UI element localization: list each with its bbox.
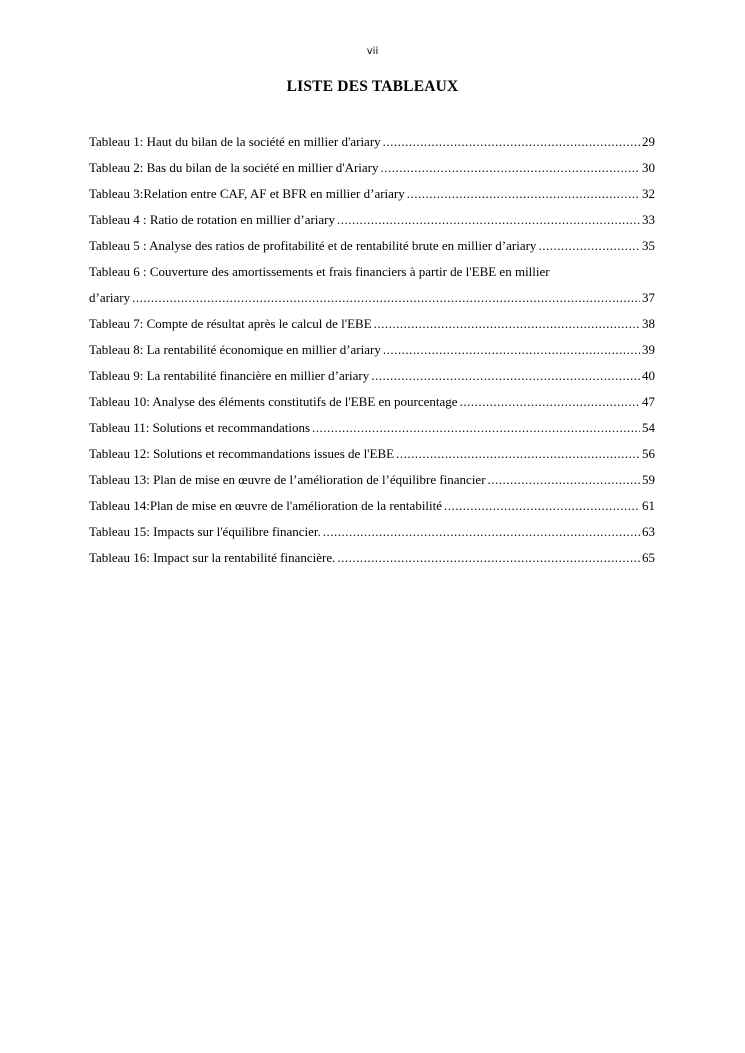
toc-entry[interactable]: [89, 410, 655, 436]
toc-entry-text: Tableau 8: La rentabilité économique en millier d’ariary: [89, 342, 381, 357]
toc-entry-page-number: 56: [642, 446, 655, 461]
toc-entry[interactable]: [89, 462, 655, 488]
toc-entry-text: Tableau 15: Impacts sur l'équilibre financier.: [89, 524, 321, 539]
page-title: LISTE DES TABLEAUX: [286, 78, 459, 95]
toc-entry-text: Tableau 11: Solutions et recommandations: [89, 420, 311, 435]
toc-entry-page-number: 29: [642, 134, 655, 149]
toc-entry-text: Tableau 13: Plan de mise en œuvre de l’amélioration de l’équilibre financier: [89, 472, 486, 487]
toc-entry[interactable]: [89, 436, 655, 462]
toc-entry-text: Tableau 10: Analyse des éléments constitutifs de l'EBE en pourcentage: [89, 394, 458, 409]
toc-entry-text: Tableau 1: Haut du bilan de la société en millier d'ariary: [89, 134, 381, 149]
toc-entry[interactable]: [89, 228, 655, 254]
dot-leader: [337, 550, 640, 566]
toc-entry[interactable]: [89, 332, 655, 358]
toc-entry-wrapped-line: [89, 254, 655, 280]
toc-entry-text: d’ariary: [89, 290, 131, 305]
dot-leader: [381, 160, 640, 176]
toc-entry-text: Tableau 2: Bas du bilan de la société en millier d'Ariary: [89, 160, 379, 175]
toc-entry-text: Tableau 5 : Analyse des ratios de profitabilité et de rentabilité brute en millier d’ariary: [89, 238, 537, 253]
dot-leader: [323, 524, 640, 540]
toc-entry-text: Tableau 12: Solutions et recommandations issues de l'EBE: [89, 446, 395, 461]
toc-entry-text: Tableau 9: La rentabilité financière en millier d’ariary: [89, 368, 370, 383]
toc-entry[interactable]: [89, 176, 655, 202]
toc-entry-page-number: 30: [642, 160, 655, 175]
toc-entry-page-number: 63: [642, 524, 655, 539]
dot-leader: [337, 212, 640, 228]
dot-leader: [444, 498, 640, 514]
dot-leader: [371, 368, 640, 384]
toc-entry[interactable]: [89, 540, 655, 566]
toc-entry[interactable]: [89, 150, 655, 176]
toc-entry[interactable]: [89, 124, 655, 150]
toc-entry-page-number: 65: [642, 550, 655, 565]
toc-entry[interactable]: [89, 488, 655, 514]
dot-leader: [383, 342, 640, 358]
table-list: [89, 124, 655, 566]
page-number: vii: [366, 46, 379, 57]
toc-entry[interactable]: [89, 280, 655, 306]
toc-entry[interactable]: [89, 358, 655, 384]
dot-leader: [396, 446, 640, 462]
toc-entry-page-number: 47: [642, 394, 655, 409]
toc-entry-page-number: 39: [642, 342, 655, 357]
toc-entry-page-number: 61: [642, 498, 655, 513]
toc-entry[interactable]: [89, 384, 655, 410]
toc-entry-page-number: 59: [642, 472, 655, 487]
dot-leader: [488, 472, 640, 488]
toc-entry-page-number: 38: [642, 316, 655, 331]
toc-entry-text: Tableau 7: Compte de résultat après le calcul de l'EBE: [89, 316, 372, 331]
dot-leader: [312, 420, 640, 436]
toc-entry-text: Tableau 4 : Ratio de rotation en millier d’ariary: [89, 212, 336, 227]
toc-entry-page-number: 35: [642, 238, 655, 253]
toc-entry[interactable]: [89, 202, 655, 228]
toc-entry-text: Tableau 14:Plan de mise en œuvre de l'amélioration de la rentabilité: [89, 498, 443, 513]
toc-entry-page-number: 32: [642, 186, 655, 201]
dot-leader: [132, 290, 640, 306]
toc-entry[interactable]: [89, 306, 655, 332]
toc-entry-text: Tableau 16: Impact sur la rentabilité financière.: [89, 550, 336, 565]
toc-entry-text-line1: Tableau 6 : Couverture des amortissements et frais financiers à partir de l'EBE en millier: [89, 264, 550, 279]
toc-entry-page-number: 37: [642, 290, 655, 305]
toc-entry-page-number: 40: [642, 368, 655, 383]
dot-leader: [538, 238, 640, 254]
dot-leader: [374, 316, 640, 332]
dot-leader: [383, 134, 640, 150]
dot-leader: [460, 394, 640, 410]
dot-leader: [407, 186, 640, 202]
toc-entry-page-number: 54: [642, 420, 655, 435]
toc-entry[interactable]: [89, 514, 655, 540]
toc-entry-text: Tableau 3:Relation entre CAF, AF et BFR en millier d’ariary: [89, 186, 405, 201]
toc-entry-page-number: 33: [642, 212, 655, 227]
